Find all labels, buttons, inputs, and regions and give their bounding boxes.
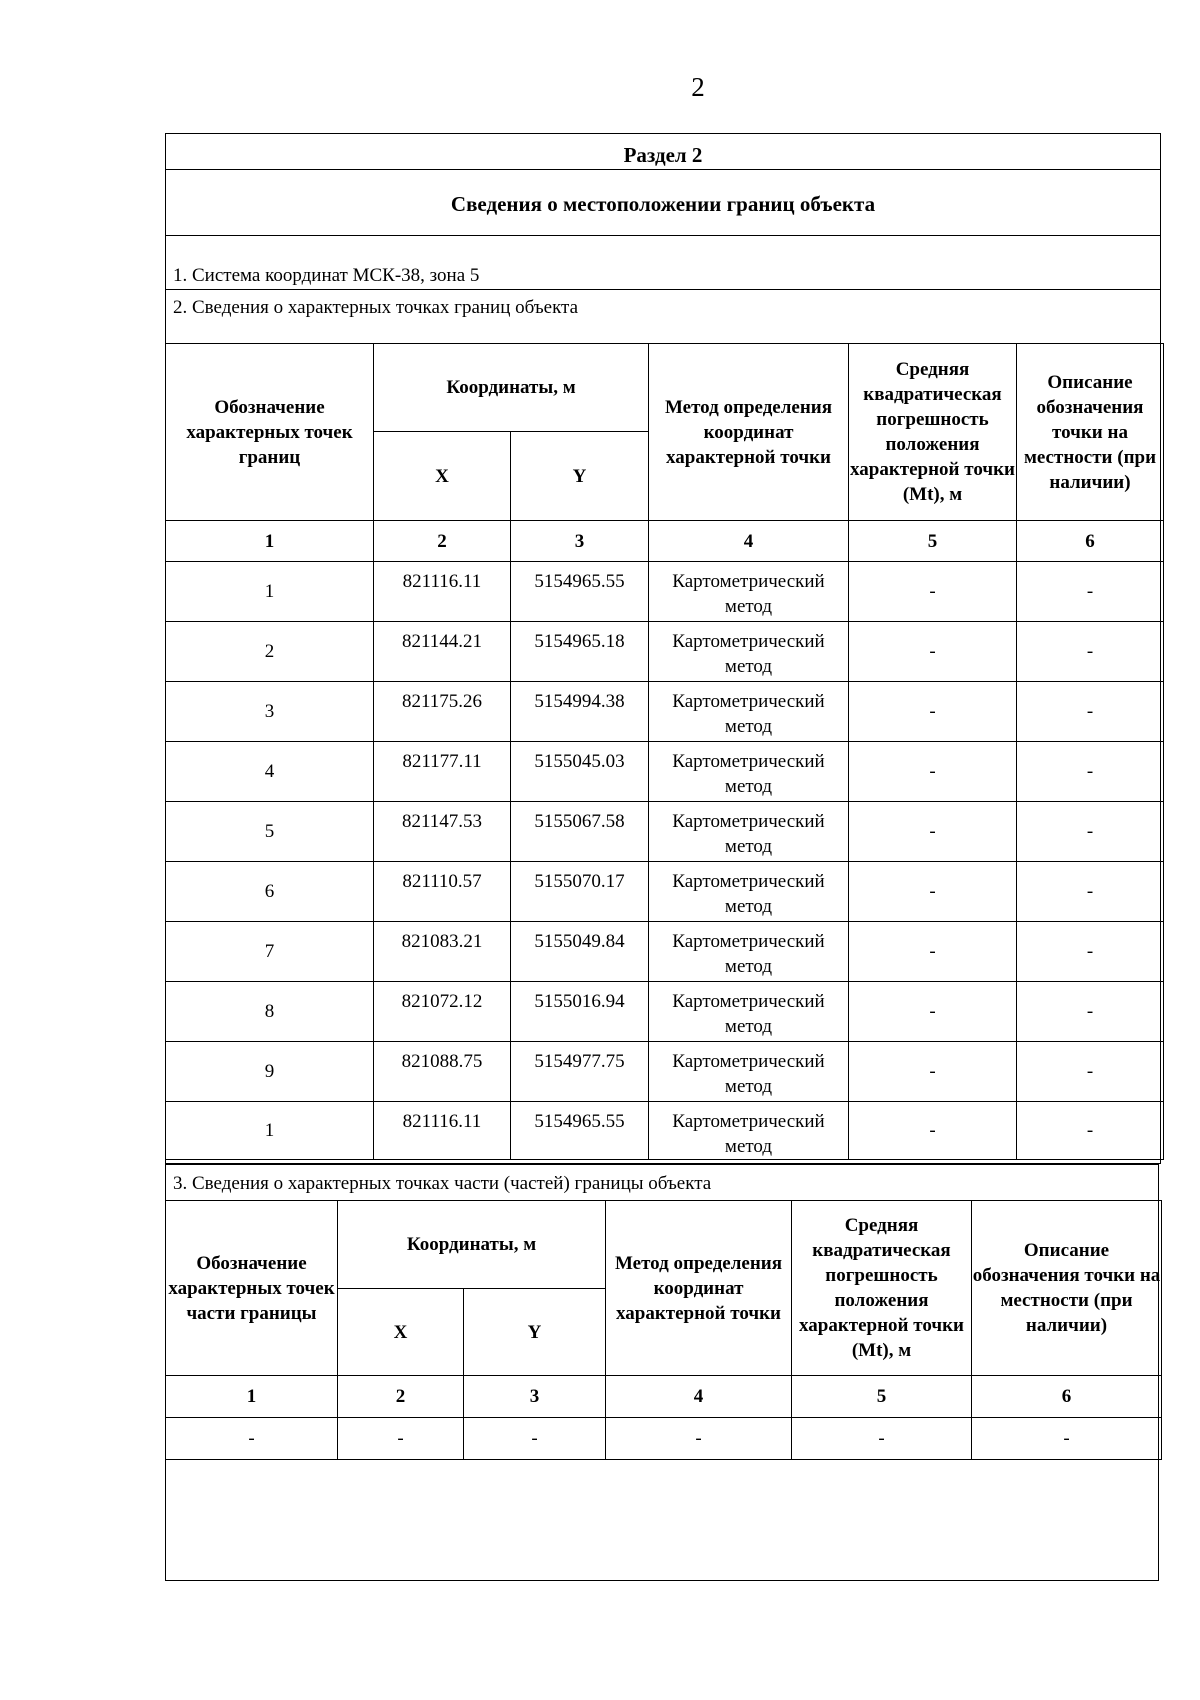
col-number: 5 <box>792 1376 972 1418</box>
description-value: - <box>1017 562 1164 622</box>
x-value: 821083.21 <box>374 922 511 982</box>
x-value: 821110.57 <box>374 862 511 922</box>
mt-value: - <box>849 982 1017 1042</box>
table2-caption: 3. Сведения о характерных точках части (частей) границы объекта <box>173 1173 712 1194</box>
method-value: Картометрический метод <box>649 982 849 1042</box>
table1-caption: 2. Сведения о характерных точках границ объекта <box>173 297 579 318</box>
header-accuracy: Средняя квадратическая погрешность положения характерной точки (Mt), м <box>849 344 1017 521</box>
header-method: Метод определения координат характерной точки <box>606 1201 792 1376</box>
y-value: 5155049.84 <box>511 922 649 982</box>
y-value: 5155045.03 <box>511 742 649 802</box>
y-value: 5154994.38 <box>511 682 649 742</box>
x-value: - <box>338 1418 464 1460</box>
y-value: 5155016.94 <box>511 982 649 1042</box>
section-subtitle: Сведения о местоположении границ объекта <box>450 192 876 216</box>
y-value: 5154965.55 <box>511 562 649 622</box>
description-value: - <box>1017 682 1164 742</box>
mt-value: - <box>849 1102 1017 1160</box>
mt-value: - <box>849 562 1017 622</box>
divider <box>166 169 1160 170</box>
method-value: Картометрический метод <box>649 562 849 622</box>
divider <box>166 235 1160 236</box>
point-label: 4 <box>166 742 374 802</box>
mt-value: - <box>849 922 1017 982</box>
mt-value: - <box>792 1418 972 1460</box>
col-number: 4 <box>606 1376 792 1418</box>
table-row <box>166 862 1164 922</box>
x-value: 821175.26 <box>374 682 511 742</box>
x-value: 821116.11 <box>374 562 511 622</box>
part-boundary-frame <box>165 1164 1159 1581</box>
col-number: 1 <box>166 521 374 562</box>
point-label: 5 <box>166 802 374 862</box>
method-value: Картометрический метод <box>649 682 849 742</box>
header-y: Y <box>464 1289 606 1376</box>
method-value: Картометрический метод <box>649 922 849 982</box>
description-value: - <box>1017 922 1164 982</box>
method-value: Картометрический метод <box>649 742 849 802</box>
col-number: 4 <box>649 521 849 562</box>
mt-value: - <box>849 742 1017 802</box>
y-value: 5155067.58 <box>511 802 649 862</box>
part-boundary-points-table <box>165 1200 1162 1460</box>
mt-value: - <box>849 802 1017 862</box>
col-number: 3 <box>464 1376 606 1418</box>
x-value: 821072.12 <box>374 982 511 1042</box>
method-value: Картометрический метод <box>649 862 849 922</box>
table-row <box>166 922 1164 982</box>
col-number: 2 <box>374 521 511 562</box>
method-value: Картометрический метод <box>649 1042 849 1102</box>
method-value: - <box>606 1418 792 1460</box>
header-x: X <box>374 432 511 521</box>
x-value: 821147.53 <box>374 802 511 862</box>
x-value: 821144.21 <box>374 622 511 682</box>
point-label: 6 <box>166 862 374 922</box>
point-label: 1 <box>166 1102 374 1160</box>
header-designation: Обозначение характерных точек части границы <box>166 1201 338 1376</box>
table-row <box>166 682 1164 742</box>
table-row <box>166 1042 1164 1102</box>
header-coordinates: Координаты, м <box>374 344 649 432</box>
y-value: 5155070.17 <box>511 862 649 922</box>
boundary-points-table <box>165 343 1164 1160</box>
point-label: - <box>166 1418 338 1460</box>
col-number: 6 <box>972 1376 1162 1418</box>
point-label: 8 <box>166 982 374 1042</box>
col-number: 5 <box>849 521 1017 562</box>
y-value: - <box>464 1418 606 1460</box>
mt-value: - <box>849 622 1017 682</box>
y-value: 5154965.55 <box>511 1102 649 1160</box>
point-label: 1 <box>166 562 374 622</box>
mt-value: - <box>849 1042 1017 1102</box>
x-value: 821088.75 <box>374 1042 511 1102</box>
col-number: 6 <box>1017 521 1164 562</box>
table-row <box>166 802 1164 862</box>
col-number: 1 <box>166 1376 338 1418</box>
description-value: - <box>1017 1102 1164 1160</box>
table-row <box>166 622 1164 682</box>
section-frame <box>165 133 1161 1164</box>
coord-system-line: 1. Система координат МСК-38, зона 5 <box>173 265 480 286</box>
mt-value: - <box>849 682 1017 742</box>
description-value: - <box>1017 1042 1164 1102</box>
divider <box>166 289 1160 290</box>
table-row <box>166 742 1164 802</box>
method-value: Картометрический метод <box>649 622 849 682</box>
description-value: - <box>1017 982 1164 1042</box>
table-row <box>166 1102 1164 1160</box>
y-value: 5154977.75 <box>511 1042 649 1102</box>
point-label: 2 <box>166 622 374 682</box>
header-y: Y <box>511 432 649 521</box>
col-number: 3 <box>511 521 649 562</box>
x-value: 821177.11 <box>374 742 511 802</box>
table-row <box>166 562 1164 622</box>
y-value: 5154965.18 <box>511 622 649 682</box>
mt-value: - <box>849 862 1017 922</box>
point-label: 7 <box>166 922 374 982</box>
page-number: 2 <box>691 72 705 102</box>
header-x: X <box>338 1289 464 1376</box>
x-value: 821116.11 <box>374 1102 511 1160</box>
table-row <box>166 982 1164 1042</box>
description-value: - <box>1017 622 1164 682</box>
description-value: - <box>1017 802 1164 862</box>
section-title: Раздел 2 <box>623 143 703 167</box>
header-designation: Обозначение характерных точек границ <box>166 344 374 521</box>
description-value: - <box>972 1418 1162 1460</box>
table-row <box>166 1418 1162 1460</box>
description-value: - <box>1017 862 1164 922</box>
point-label: 3 <box>166 682 374 742</box>
col-number: 2 <box>338 1376 464 1418</box>
method-value: Картометрический метод <box>649 802 849 862</box>
header-description: Описание обозначения точки на местности (при наличии) <box>972 1201 1162 1376</box>
point-label: 9 <box>166 1042 374 1102</box>
header-description: Описание обозначения точки на местности (при наличии) <box>1017 344 1164 521</box>
header-method: Метод определения координат характерной точки <box>649 344 849 521</box>
method-value: Картометрический метод <box>649 1102 849 1160</box>
header-accuracy: Средняя квадратическая погрешность положения характерной точки (Mt), м <box>792 1201 972 1376</box>
description-value: - <box>1017 742 1164 802</box>
header-coordinates: Координаты, м <box>338 1201 606 1289</box>
